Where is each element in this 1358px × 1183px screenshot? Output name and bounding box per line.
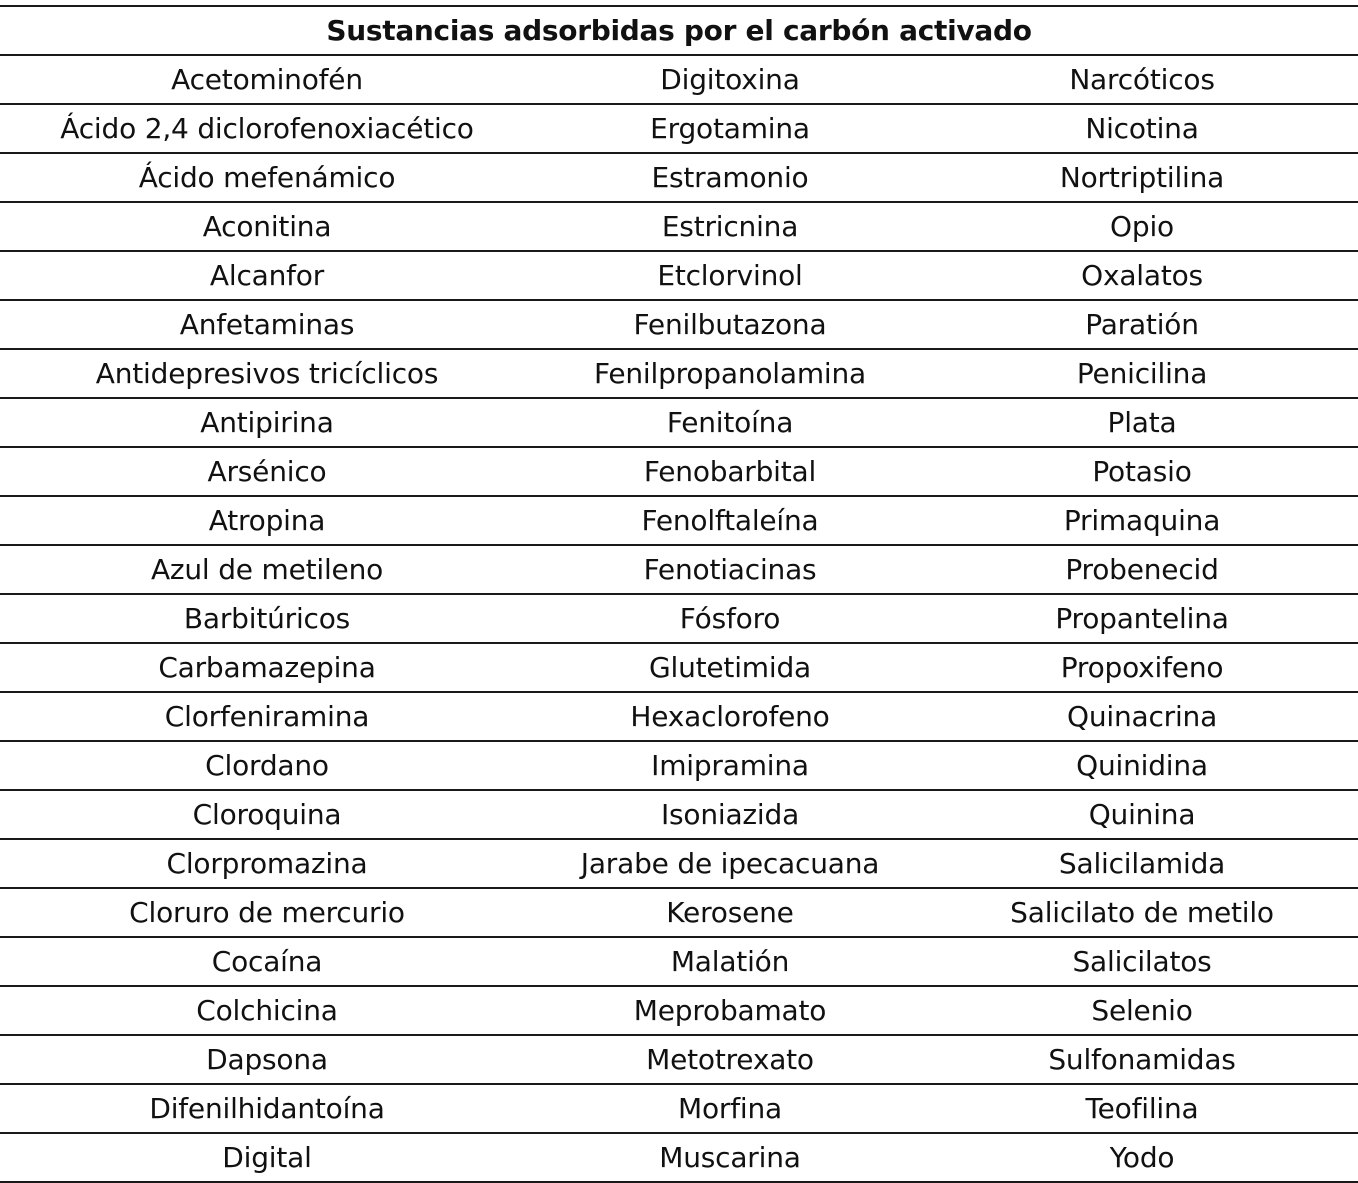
table-cell-col-2: Fenilpropanolamina <box>534 349 926 398</box>
table-cell-col-3: Salicilatos <box>926 937 1358 986</box>
table-cell-col-2: Fósforo <box>534 594 926 643</box>
table-cell-col-1: Digital <box>0 1133 534 1182</box>
table-row <box>0 202 1358 251</box>
table-row <box>0 692 1358 741</box>
table-cell-col-1: Ácido mefenámico <box>0 153 534 202</box>
table-cell-col-3: Opio <box>926 202 1358 251</box>
table-cell-col-1: Ácido 2,4 diclorofenoxiacético <box>0 104 534 153</box>
table-cell-col-2: Imipramina <box>534 741 926 790</box>
table-cell-col-1: Azul de metileno <box>0 545 534 594</box>
table-cell-col-1: Anfetaminas <box>0 300 534 349</box>
table-cell-col-2: Fenolftaleína <box>534 496 926 545</box>
table-cell-col-2: Jarabe de ipecacuana <box>534 839 926 888</box>
table-cell-col-1: Cocaína <box>0 937 534 986</box>
table-row <box>0 643 1358 692</box>
table-cell-col-2: Malatión <box>534 937 926 986</box>
table-cell-col-2: Muscarina <box>534 1133 926 1182</box>
table-cell-col-3: Propantelina <box>926 594 1358 643</box>
table-row <box>0 153 1358 202</box>
substances-table-container <box>0 5 1358 1183</box>
table-cell-col-2: Fenobarbital <box>534 447 926 496</box>
table-row <box>0 888 1358 937</box>
table-cell-col-1: Barbitúricos <box>0 594 534 643</box>
table-cell-col-3: Primaquina <box>926 496 1358 545</box>
table-cell-col-3: Sulfonamidas <box>926 1035 1358 1084</box>
table-row <box>0 447 1358 496</box>
table-cell-col-3: Penicilina <box>926 349 1358 398</box>
table-row <box>0 937 1358 986</box>
table-row <box>0 545 1358 594</box>
table-cell-col-2: Digitoxina <box>534 55 926 104</box>
substances-table <box>0 5 1358 1183</box>
table-cell-col-1: Clorpromazina <box>0 839 534 888</box>
table-row <box>0 1035 1358 1084</box>
table-cell-col-2: Kerosene <box>534 888 926 937</box>
table-row <box>0 986 1358 1035</box>
table-cell-col-2: Morfina <box>534 1084 926 1133</box>
table-cell-col-3: Paratión <box>926 300 1358 349</box>
table-cell-col-2: Ergotamina <box>534 104 926 153</box>
table-cell-col-1: Carbamazepina <box>0 643 534 692</box>
table-row <box>0 1133 1358 1182</box>
table-cell-col-1: Antidepresivos tricíclicos <box>0 349 534 398</box>
table-row <box>0 55 1358 104</box>
table-cell-col-3: Probenecid <box>926 545 1358 594</box>
table-cell-col-2: Meprobamato <box>534 986 926 1035</box>
table-cell-col-3: Plata <box>926 398 1358 447</box>
table-cell-col-3: Yodo <box>926 1133 1358 1182</box>
table-cell-col-3: Propoxifeno <box>926 643 1358 692</box>
table-cell-col-2: Isoniazida <box>534 790 926 839</box>
table-body <box>0 55 1358 1182</box>
table-cell-col-2: Estramonio <box>534 153 926 202</box>
table-cell-col-3: Quinina <box>926 790 1358 839</box>
table-cell-col-2: Fenitoína <box>534 398 926 447</box>
table-cell-col-1: Clorfeniramina <box>0 692 534 741</box>
table-cell-col-3: Teofilina <box>926 1084 1358 1133</box>
table-row <box>0 496 1358 545</box>
table-cell-col-3: Quinidina <box>926 741 1358 790</box>
table-cell-col-2: Hexaclorofeno <box>534 692 926 741</box>
table-cell-col-3: Nicotina <box>926 104 1358 153</box>
table-row <box>0 1084 1358 1133</box>
table-cell-col-2: Fenilbutazona <box>534 300 926 349</box>
table-cell-col-2: Fenotiacinas <box>534 545 926 594</box>
table-row <box>0 349 1358 398</box>
table-cell-col-3: Quinacrina <box>926 692 1358 741</box>
table-row <box>0 104 1358 153</box>
table-row <box>0 398 1358 447</box>
table-cell-col-3: Potasio <box>926 447 1358 496</box>
table-row <box>0 839 1358 888</box>
table-cell-col-3: Salicilato de metilo <box>926 888 1358 937</box>
table-cell-col-1: Antipirina <box>0 398 534 447</box>
table-cell-col-3: Nortriptilina <box>926 153 1358 202</box>
table-row <box>0 790 1358 839</box>
table-cell-col-1: Arsénico <box>0 447 534 496</box>
table-cell-col-2: Estricnina <box>534 202 926 251</box>
table-title: Sustancias adsorbidas por el carbón activado <box>0 6 1358 55</box>
table-cell-col-2: Metotrexato <box>534 1035 926 1084</box>
table-cell-col-1: Colchicina <box>0 986 534 1035</box>
table-cell-col-3: Selenio <box>926 986 1358 1035</box>
table-cell-col-1: Aconitina <box>0 202 534 251</box>
table-cell-col-1: Cloruro de mercurio <box>0 888 534 937</box>
table-cell-col-1: Acetominofén <box>0 55 534 104</box>
table-row <box>0 300 1358 349</box>
table-cell-col-1: Atropina <box>0 496 534 545</box>
table-row <box>0 594 1358 643</box>
table-cell-col-2: Glutetimida <box>534 643 926 692</box>
table-cell-col-2: Etclorvinol <box>534 251 926 300</box>
table-cell-col-3: Oxalatos <box>926 251 1358 300</box>
table-cell-col-1: Dapsona <box>0 1035 534 1084</box>
table-cell-col-3: Narcóticos <box>926 55 1358 104</box>
table-cell-col-1: Difenilhidantoína <box>0 1084 534 1133</box>
table-row <box>0 251 1358 300</box>
table-cell-col-1: Alcanfor <box>0 251 534 300</box>
table-row <box>0 741 1358 790</box>
table-header-row <box>0 6 1358 55</box>
table-cell-col-3: Salicilamida <box>926 839 1358 888</box>
table-cell-col-1: Cloroquina <box>0 790 534 839</box>
table-cell-col-1: Clordano <box>0 741 534 790</box>
